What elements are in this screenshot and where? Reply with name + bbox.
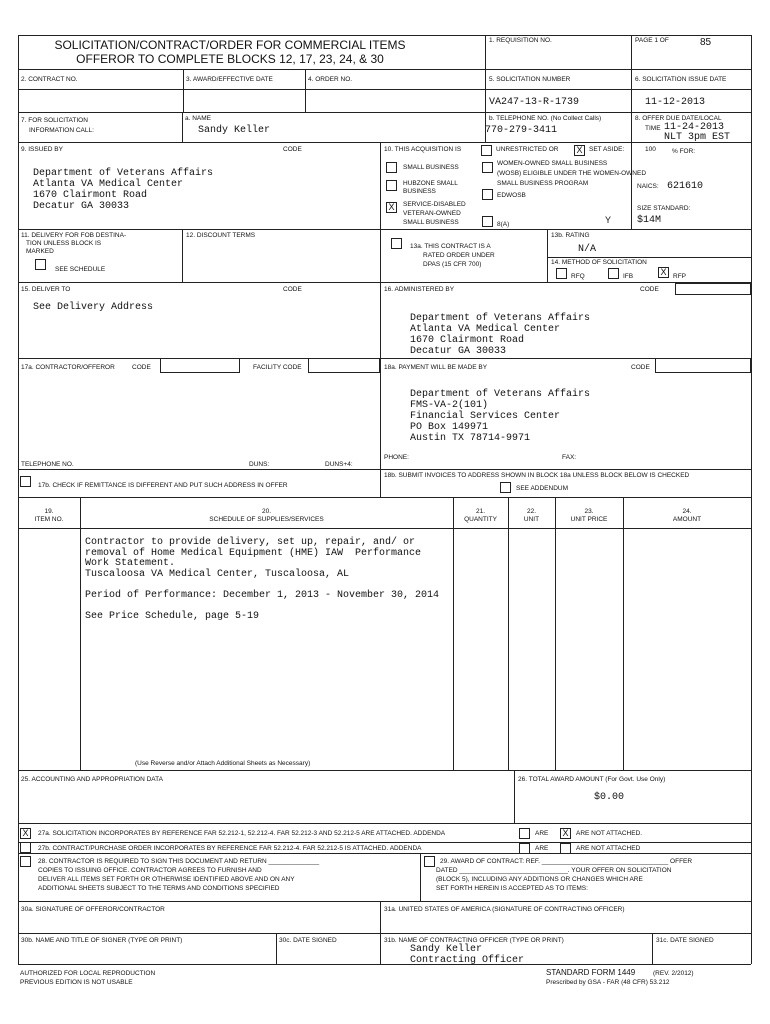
deliver-to-value: See Delivery Address	[33, 302, 154, 313]
set-aside-label: SET ASIDE:	[589, 146, 625, 153]
page-label: PAGE 1 OF	[635, 37, 669, 44]
sdvosb-label-1: SERVICE-DISABLED	[403, 201, 466, 208]
see-schedule-checkbox[interactable]	[35, 259, 46, 270]
order-no-label: 4. ORDER NO.	[308, 76, 353, 83]
rfq-checkbox[interactable]	[556, 268, 567, 279]
due-time: NLT 3pm EST	[664, 132, 731, 143]
clause-29-line-2: DATED ______________________________. YOUR OFFER ON SOLICITATION	[436, 867, 672, 874]
solicitation-number: VA247-13-R-1739	[489, 97, 580, 108]
col-item-no-num: 19.	[44, 508, 54, 515]
delivery-label-1: 11. DELIVERY FOR FOB DESTINA-	[21, 232, 127, 239]
clause-28-line-2: COPIES TO ISSUING OFFICE. CONTRACTOR AGREES TO FURNISH AND	[38, 867, 262, 874]
naics-label: NAICS:	[637, 183, 659, 190]
ifb-checkbox[interactable]	[608, 268, 619, 279]
solicitation-no-label: 5. SOLICITATION NUMBER	[489, 76, 571, 83]
payment-code-label: CODE	[631, 364, 650, 371]
hubzone-checkbox[interactable]	[386, 180, 397, 191]
contractor-date-label: 30c. DATE SIGNED	[279, 937, 337, 944]
payment-line-1: Department of Veterans Affairs	[410, 389, 591, 400]
small-business-checkbox[interactable]	[386, 162, 397, 173]
form-revision: (REV. 2/2012)	[653, 970, 694, 977]
clause-28-checkbox[interactable]	[20, 856, 31, 867]
phone-label-18: PHONE:	[384, 454, 409, 461]
remittance-label: 17b. CHECK IF REMITTANCE IS DIFFERENT AND PUT SUCH ADDRESS IN OFFER	[38, 482, 288, 489]
y-mark: Y	[605, 215, 612, 225]
method-label: 14. METHOD OF SOLICITATION	[551, 259, 647, 266]
sdvosb-label-2: VETERAN-OWNED	[403, 210, 461, 217]
set-aside-percent: 100	[645, 146, 656, 153]
admin-line-2: Atlanta VA Medical Center	[410, 324, 561, 335]
col-schedule-num: 20.	[261, 508, 272, 515]
addenda-27b-are-not-checkbox[interactable]	[560, 843, 571, 854]
clause-27a-label: 27a. SOLICITATION INCORPORATES BY REFERENCE FAR 52.212-1, 52.212-4. FAR 52.212-3 AND 52.212-5 ARE ATTACHED. ADDENDA	[38, 830, 446, 837]
rfq-label: RFQ	[571, 273, 585, 280]
col-quantity-num: 21.	[475, 508, 486, 515]
wosb-label-3: SMALL BUSINESS PROGRAM	[497, 180, 589, 187]
small-business-label: SMALL BUSINESS	[403, 164, 459, 171]
telephone-label: TELEPHONE NO.	[21, 461, 74, 468]
officer-title: Contracting Officer	[410, 955, 525, 966]
clause-27b-label: 27b. CONTRACT/PURCHASE ORDER INCORPORATES BY REFERENCE FAR 52.212-4. FAR 52.212-5 IS ATTACHED. ADDENDA	[38, 845, 422, 852]
col-amount: AMOUNT	[672, 516, 702, 523]
name-label: a. NAME	[185, 115, 212, 122]
rated-order-label-2: RATED ORDER UNDER	[423, 252, 495, 259]
officer-name: Sandy Keller	[410, 944, 483, 955]
delivery-label-3: MARKED	[26, 248, 54, 255]
payment-label: 18a. PAYMENT WILL BE MADE BY	[384, 364, 488, 371]
requisition-label: 1. REQUISITION NO.	[489, 37, 552, 44]
acquisition-label: 10. THIS ACQUISITION IS	[384, 146, 462, 153]
time-label: TIME	[645, 125, 661, 132]
duns4-label: DUNS+4:	[325, 461, 353, 468]
addenda-27a-are-not-checkbox[interactable]: X	[560, 828, 571, 839]
eight-a-checkbox[interactable]	[482, 216, 493, 227]
contact-phone: 770-279-3411	[485, 125, 558, 136]
clause-29-line-4: SET FORTH HEREIN IS ACCEPTED AS TO ITEMS:	[436, 885, 588, 892]
issue-date: 11-12-2013	[645, 97, 706, 108]
administered-code-box[interactable]	[675, 283, 751, 295]
issued-by-code-label: CODE	[283, 146, 302, 153]
payment-line-4: PO Box 149971	[410, 422, 489, 433]
footer-reproduction: AUTHORIZED FOR LOCAL REPRODUCTION	[20, 970, 156, 977]
officer-date-label: 31c. DATE SIGNED	[656, 937, 714, 944]
clause-29-line-1: 29. AWARD OF CONTRACT: REF. ___________________________________ OFFER	[440, 858, 693, 865]
hubzone-label-2: BUSINESS	[403, 188, 436, 195]
signature-officer-label: 31a. UNITED STATES OF AMERICA (SIGNATURE OF CONTRACTING OFFICER)	[384, 906, 625, 913]
due-date: 11-24-2013	[664, 122, 725, 133]
rfp-label: RFP	[673, 273, 686, 280]
facility-code-box[interactable]	[308, 358, 380, 373]
set-aside-checkbox[interactable]: X	[574, 145, 585, 156]
col-amount-num: 24.	[682, 508, 692, 515]
wosb-label-2: (WOSB) ELIGIBLE UNDER THE WOMEN-OWNED	[497, 170, 647, 177]
remittance-checkbox[interactable]	[20, 476, 31, 487]
issued-by-label: 9. ISSUED BY	[21, 146, 63, 153]
accounting-label: 25. ACCOUNTING AND APPROPRIATION DATA	[21, 776, 163, 783]
administered-by-code-label: CODE	[640, 286, 659, 293]
addenda-27b-are-checkbox[interactable]	[519, 843, 530, 854]
edwosb-checkbox[interactable]	[482, 189, 493, 200]
col-schedule: SCHEDULE OF SUPPLIES/SERVICES	[209, 516, 324, 523]
footer-previous-edition: PREVIOUS EDITION IS NOT USABLE	[20, 979, 133, 986]
contract-no-label: 2. CONTRACT NO.	[21, 76, 78, 83]
schedule-description: Contractor to provide delivery, set up, repair, and/ or removal of Home Medical Equipment (HME) IAW Performance Work Statement. Tuscaloosa VA Medical Center, Tuscaloosa, AL Period of Performance: December 1, 2013 - November 30, 2014 See Price Schedule, page 5-19	[85, 537, 440, 623]
col-unit-price-num: 23.	[584, 508, 594, 515]
wosb-label-1: WOMEN-OWNED SMALL BUSINESS	[497, 160, 608, 167]
col-unit-price: UNIT PRICE	[570, 516, 608, 523]
wosb-checkbox[interactable]	[482, 162, 493, 173]
contractor-code-label: CODE	[132, 364, 151, 371]
clause-28-line-1: 28. CONTRACTOR IS REQUIRED TO SIGN THIS DOCUMENT AND RETURN ______________	[38, 858, 320, 865]
page-total: 85	[700, 37, 712, 48]
hubzone-label-1: HUBZONE SMALL	[403, 180, 458, 187]
admin-line-4: Decatur GA 30033	[410, 346, 507, 357]
see-addendum-checkbox[interactable]	[500, 482, 511, 493]
total-award-value: $0.00	[594, 792, 625, 803]
eight-a-label: 8(A)	[497, 221, 510, 228]
form-title-line2: OFFEROR TO COMPLETE BLOCKS 12, 17, 23, 24, & 30	[76, 52, 384, 66]
payment-line-3: Financial Services Center	[410, 411, 561, 422]
award-date-label: 3. AWARD/EFFECTIVE DATE	[186, 76, 273, 83]
rating-label: 13b. RATING	[551, 232, 590, 239]
reverse-note: (Use Reverse and/or Attach Additional Sheets as Necessary)	[135, 760, 311, 767]
edwosb-label: EDWOSB	[497, 192, 526, 199]
duns-label: DUNS:	[249, 461, 270, 468]
unrestricted-checkbox[interactable]	[481, 145, 492, 156]
form-title-line1: SOLICITATION/CONTRACT/ORDER FOR COMMERCIAL ITEMS	[54, 38, 406, 52]
issued-by-line-4: Decatur GA 30033	[33, 201, 130, 212]
addenda-27b-are-not: ARE NOT ATTACHED	[576, 845, 641, 852]
discount-terms-label: 12. DISCOUNT TERMS	[186, 232, 256, 239]
sdvosb-checkbox[interactable]: X	[386, 202, 397, 213]
col-quantity: QUANTITY	[464, 516, 497, 523]
facility-code-label: FACILITY CODE	[253, 364, 302, 371]
for-label: % FOR:	[672, 148, 696, 155]
addenda-27a-are-checkbox[interactable]	[519, 828, 530, 839]
issued-by-line-3: 1670 Clairmont Road	[33, 190, 148, 201]
rated-order-checkbox[interactable]	[391, 238, 402, 249]
sdvosb-label-3: SMALL BUSINESS	[403, 219, 459, 226]
total-award-label: 26. TOTAL AWARD AMOUNT (For Govt. Use Only)	[518, 776, 666, 783]
deliver-to-code-label: CODE	[283, 286, 302, 293]
clause-29-line-3: (BLOCK 5), INCLUDING ANY ADDITIONS OR CHANGES WHICH ARE	[436, 876, 643, 883]
payment-line-5: Austin TX 78714-9971	[410, 433, 531, 444]
signer-name-label: 30b. NAME AND TITLE OF SIGNER (TYPE OR PRINT)	[21, 937, 183, 944]
col-item-no: ITEM NO.	[34, 516, 64, 523]
phone-label: b. TELEPHONE NO. (No Collect Calls)	[489, 115, 602, 122]
issued-by-line-2: Atlanta VA Medical Center	[33, 179, 184, 190]
ifb-label: IFB	[623, 273, 634, 280]
addenda-27a-are-not: ARE NOT ATTACHED.	[576, 830, 643, 837]
clause-28-line-4: ADDITIONAL SHEETS SUBJECT TO THE TERMS AND CONDITIONS SPECIFIED	[38, 885, 280, 892]
unrestricted-label: UNRESTRICTED OR	[496, 146, 559, 153]
col-unit: UNIT	[523, 516, 540, 523]
issue-date-label: 6. SOLICITATION ISSUE DATE	[635, 76, 727, 83]
rating-value: N/A	[578, 244, 597, 255]
admin-line-3: 1670 Clairmont Road	[410, 335, 525, 346]
standard-form-number: STANDARD FORM 1449	[546, 968, 636, 977]
see-schedule-label: SEE SCHEDULE	[55, 266, 106, 273]
prescribed-by: Prescribed by GSA - FAR (48 CFR) 53.212	[546, 979, 670, 986]
rated-order-label-1: 13a. THIS CONTRACT IS A	[410, 243, 491, 250]
signature-contractor-label: 30a. SIGNATURE OF OFFEROR/CONTRACTOR	[21, 906, 165, 913]
administered-by-label: 16. ADMINISTERED BY	[384, 286, 455, 293]
officer-name-label: 31b. NAME OF CONTRACTING OFFICER (TYPE OR PRINT)	[384, 937, 564, 944]
payment-code-box[interactable]	[655, 358, 751, 373]
naics-value: 621610	[667, 181, 704, 192]
see-addendum-label: SEE ADDENDUM	[516, 485, 569, 492]
contact-name: Sandy Keller	[198, 125, 271, 136]
size-standard-label: SIZE STANDARD:	[637, 205, 691, 212]
clause-29-checkbox[interactable]	[424, 856, 435, 867]
admin-line-1: Department of Veterans Affairs	[410, 313, 591, 324]
rated-order-label-3: DPAS (15 CFR 700)	[423, 261, 482, 268]
info-call-label-1: 7. FOR SOLICITATION	[21, 117, 88, 124]
clause-27a-checkbox[interactable]: X	[20, 828, 31, 839]
issued-by-line-1: Department of Veterans Affairs	[33, 168, 214, 179]
clause-28-line-3: DELIVER ALL ITEMS SET FORTH OR OTHERWISE IDENTIFIED ABOVE AND ON ANY	[38, 876, 295, 883]
invoice-label: 18b. SUBMIT INVOICES TO ADDRESS SHOWN IN BLOCK 18a UNLESS BLOCK BELOW IS CHECKED	[384, 472, 690, 479]
delivery-label-2: TION UNLESS BLOCK IS	[26, 240, 102, 247]
payment-line-2: FMS-VA-2(101)	[410, 400, 489, 411]
rfp-checkbox[interactable]: X	[658, 267, 669, 278]
size-standard-value: $14M	[637, 215, 662, 226]
addenda-27a-are: ARE	[535, 830, 549, 837]
fax-label: FAX:	[562, 454, 577, 461]
contractor-code-box[interactable]	[160, 358, 240, 373]
col-unit-num: 22.	[526, 508, 537, 515]
contractor-label: 17a. CONTRACTOR/OFFEROR	[21, 364, 115, 371]
due-date-label: 8. OFFER DUE DATE/LOCAL	[635, 115, 722, 122]
info-call-label-2: INFORMATION CALL:	[29, 127, 94, 134]
clause-27b-checkbox[interactable]	[20, 842, 31, 853]
deliver-to-label: 15. DELIVER TO	[21, 286, 71, 293]
addenda-27b-are: ARE	[535, 845, 549, 852]
